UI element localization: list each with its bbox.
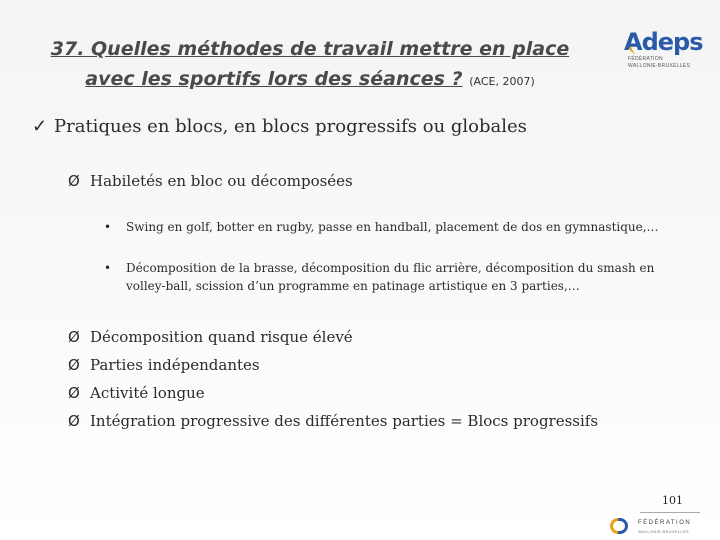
- main-point: [32, 116, 527, 137]
- sub-point-text: Décomposition quand risque élevé: [90, 328, 353, 346]
- arrow-bullet-icon: Ø: [68, 328, 80, 346]
- sub-point: [68, 356, 260, 374]
- main-point-text: Pratiques en blocs, en blocs progressifs ou globales: [54, 116, 527, 137]
- example-text: Décomposition de la brasse, décomposition du flic arrière, décomposition du smash en volley-ball, scission d’un programme en patinage artistique en 3 parties,…: [126, 261, 655, 293]
- federation-mark-icon: [610, 516, 630, 536]
- adeps-logo: [624, 28, 704, 72]
- title-citation: (ACE, 2007): [469, 75, 535, 88]
- checkmark-icon: ✓: [32, 116, 48, 137]
- sub-point-text: Intégration progressive des différentes parties = Blocs progressifs: [90, 412, 599, 430]
- sub-point: [68, 172, 353, 190]
- federation-logo: [610, 516, 710, 540]
- footer-divider: [640, 512, 700, 513]
- title-line-1: 37. Quelles méthodes de travail mettre en place: [50, 38, 570, 60]
- arrow-bullet-icon: Ø: [68, 384, 80, 402]
- sub-point: [68, 412, 598, 430]
- arrow-bullet-icon: Ø: [68, 412, 80, 430]
- logo-wordmark: Adeps: [624, 28, 703, 56]
- arrow-bullet-icon: Ø: [68, 172, 80, 190]
- bullet-dot-icon: •: [104, 220, 112, 234]
- slide-title: [30, 34, 590, 97]
- title-line-2: avec les sportifs lors des séances ?: [85, 68, 463, 90]
- federation-logo-text: FÉDÉRATION: [638, 520, 692, 526]
- example-text: Swing en golf, botter en rugby, passe en handball, placement de dos en gymnastique,…: [126, 220, 659, 234]
- sub-point: [68, 328, 353, 346]
- sub-point-text: Activité longue: [90, 384, 205, 402]
- sub-point-text: Parties indépendantes: [90, 356, 260, 374]
- page-number: 101: [662, 494, 683, 507]
- arrow-bullet-icon: Ø: [68, 356, 80, 374]
- sub-point: [68, 384, 205, 402]
- example-item: [104, 218, 694, 236]
- example-item: [104, 259, 694, 295]
- logo-subtitle: FÉDÉRATION WALLONIE-BRUXELLES: [628, 56, 691, 69]
- bullet-dot-icon: •: [104, 261, 112, 275]
- sub-point-text: Habiletés en bloc ou décomposées: [90, 172, 353, 190]
- federation-logo-subtext: WALLONIE-BRUXELLES: [638, 529, 689, 534]
